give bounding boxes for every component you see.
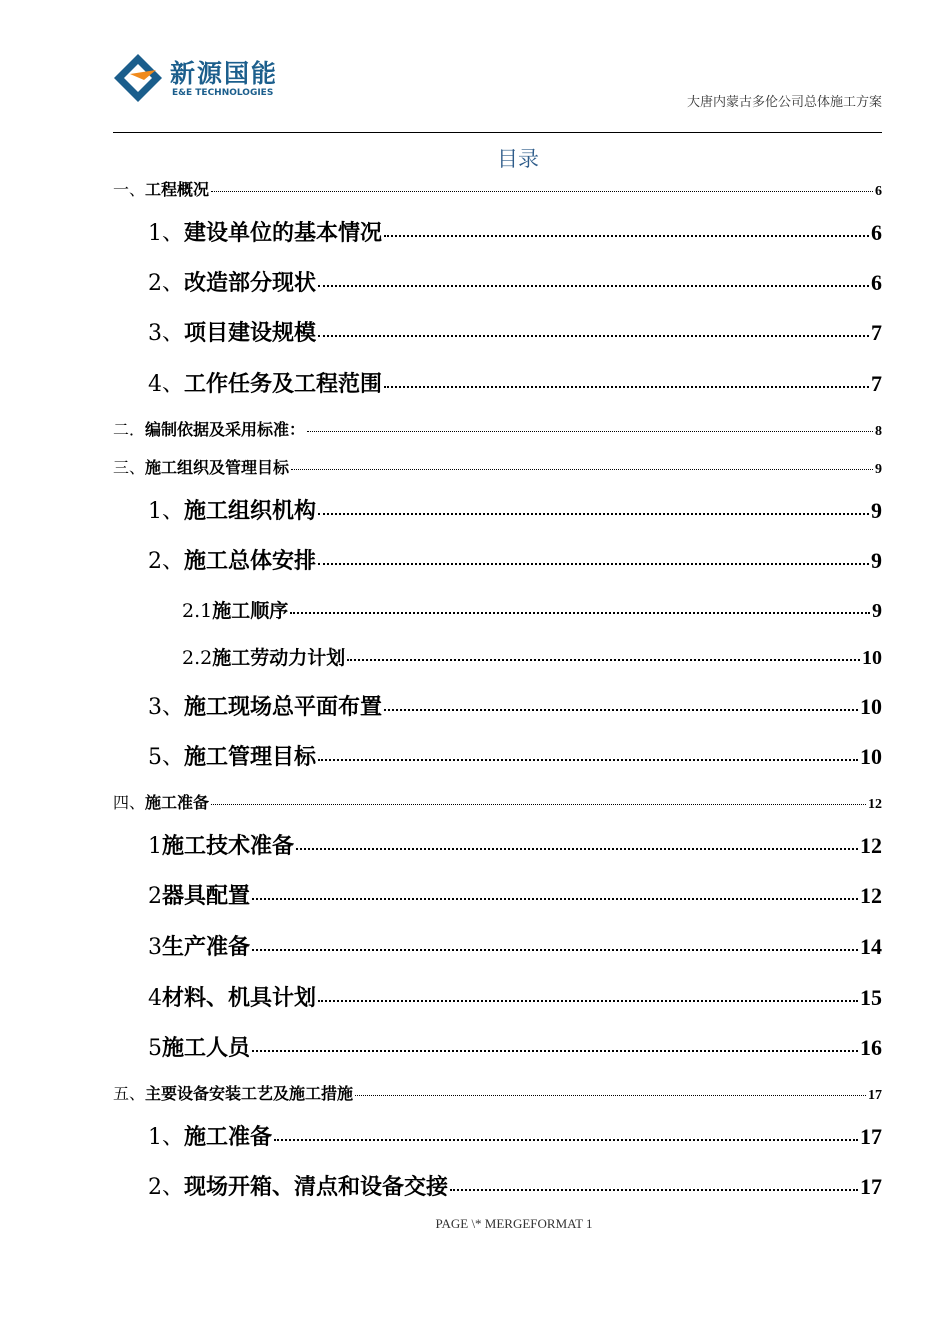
toc-entry-text: 施工组织及管理目标 xyxy=(145,458,290,477)
toc-entry-number: 五、 xyxy=(113,1084,146,1103)
toc-dot-leader xyxy=(355,1095,866,1096)
toc-page-number: 9 xyxy=(875,462,882,477)
toc-entry[interactable] xyxy=(148,316,882,347)
toc-entry-number: 2、 xyxy=(148,549,184,574)
toc-page-number: 6 xyxy=(875,184,882,199)
toc-entry-number: 二． xyxy=(113,420,146,439)
toc-entry-text: 主要设备安装工艺及施工措施 xyxy=(145,1084,354,1103)
toc-entry[interactable] xyxy=(148,740,882,771)
toc-entry-text: 项目建设规模 xyxy=(184,321,317,346)
toc-entry[interactable] xyxy=(148,367,882,398)
toc-entry-number: 2 xyxy=(148,884,162,909)
toc-entry[interactable] xyxy=(113,790,882,813)
toc-entry-text: 生产准备 xyxy=(162,935,251,960)
toc-entry[interactable] xyxy=(148,216,882,247)
toc-dot-leader xyxy=(318,1000,858,1002)
toc-dot-leader xyxy=(318,285,869,287)
toc-page-number: 14 xyxy=(860,934,882,959)
toc-page-number: 12 xyxy=(860,883,882,908)
toc-title: 目录 xyxy=(497,147,539,171)
toc-entry[interactable] xyxy=(148,879,882,910)
toc-entry-text: 现场开箱、清点和设备交接 xyxy=(184,1175,449,1200)
toc-entry-text: 建设单位的基本情况 xyxy=(184,221,383,246)
toc-page-number: 8 xyxy=(875,424,882,439)
toc-entry-text: 施工管理目标 xyxy=(184,745,317,770)
document-title: 大唐内蒙古多伦公司总体施工方案 xyxy=(686,95,882,110)
toc-entry-number: 3、 xyxy=(148,321,184,346)
toc-page-number: 9 xyxy=(872,600,882,622)
toc-entry-text: 施工顺序 xyxy=(212,600,289,622)
toc-entry-number: 一、 xyxy=(113,180,146,199)
toc-dot-leader xyxy=(274,1139,858,1141)
toc-dot-leader xyxy=(318,335,869,337)
toc-entry[interactable] xyxy=(148,494,882,525)
toc-entry-number: 1 xyxy=(148,834,162,859)
toc-entry-number: 三、 xyxy=(113,458,146,477)
toc-dot-leader xyxy=(290,612,870,614)
toc-entry[interactable] xyxy=(113,1081,882,1104)
toc-dot-leader xyxy=(252,949,858,951)
toc-page-number: 12 xyxy=(868,797,882,812)
toc-dot-leader xyxy=(347,659,860,661)
toc-dot-leader xyxy=(318,513,869,515)
toc-page-number: 7 xyxy=(871,371,882,396)
toc-entry-number: 1、 xyxy=(148,1125,184,1150)
toc-dot-leader xyxy=(211,191,873,192)
toc-entry-text: 改造部分现状 xyxy=(184,271,317,296)
toc-entry-text: 工程概况 xyxy=(145,180,210,199)
toc-entry-number: 4 xyxy=(148,986,162,1011)
toc-page-number: 17 xyxy=(860,1174,882,1199)
toc-entry-number: 2.1 xyxy=(182,600,213,622)
toc-entry[interactable] xyxy=(148,544,882,575)
toc-entry-text: 施工现场总平面布置 xyxy=(184,695,383,720)
toc-page-number: 9 xyxy=(871,498,882,523)
toc-entry-text: 施工组织机构 xyxy=(184,499,317,524)
toc-entry[interactable] xyxy=(148,1031,882,1062)
toc-entry[interactable] xyxy=(148,690,882,721)
toc-entry[interactable] xyxy=(182,643,882,670)
toc-entry-number: 2、 xyxy=(148,271,184,296)
toc-page-number: 7 xyxy=(871,320,882,345)
toc-entry-number: 1、 xyxy=(148,499,184,524)
toc-entry-text: 施工人员 xyxy=(162,1036,251,1061)
toc-entry-text: 工作任务及工程范围 xyxy=(184,372,383,397)
toc-dot-leader xyxy=(291,469,873,470)
toc-dot-leader xyxy=(252,1050,858,1052)
toc-entry-text: 编制依据及采用标准： xyxy=(145,420,306,439)
toc-dot-leader xyxy=(211,804,866,805)
toc-entry[interactable] xyxy=(148,930,882,961)
logo-english-text: E&E TECHNOLOGIES xyxy=(172,88,274,98)
toc-entry-number: 3、 xyxy=(148,695,184,720)
toc-entry[interactable] xyxy=(113,177,882,200)
toc-entry-number: 2.2 xyxy=(182,647,213,669)
toc-dot-leader xyxy=(384,709,858,711)
toc-dot-leader xyxy=(318,759,858,761)
toc-entry-number: 5 xyxy=(148,1036,162,1061)
toc-dot-leader xyxy=(384,235,869,237)
toc-entry-number: 四、 xyxy=(113,793,146,812)
toc-entry-number: 5、 xyxy=(148,745,184,770)
toc-dot-leader xyxy=(296,848,858,850)
toc-entry-number: 4、 xyxy=(148,372,184,397)
page-footer: PAGE \* MERGEFORMAT 1 xyxy=(435,1216,593,1231)
toc-entry-number: 3 xyxy=(148,935,162,960)
toc-dot-leader xyxy=(252,898,858,900)
toc-entry-number: 1、 xyxy=(148,221,184,246)
toc-entry[interactable] xyxy=(148,266,882,297)
toc-page-number: 10 xyxy=(860,694,882,719)
toc-entry[interactable] xyxy=(148,981,882,1012)
toc-page-number: 6 xyxy=(871,270,882,295)
toc-entry[interactable] xyxy=(148,1170,882,1201)
toc-entry-text: 施工劳动力计划 xyxy=(212,647,346,669)
toc-page-number: 10 xyxy=(860,744,882,769)
toc-entry[interactable] xyxy=(182,596,882,623)
toc-page-number: 17 xyxy=(860,1124,882,1149)
toc-page-number: 10 xyxy=(862,647,882,669)
toc-entry-text: 施工技术准备 xyxy=(162,834,295,859)
toc-page-number: 17 xyxy=(868,1088,882,1103)
toc-entry-text: 施工准备 xyxy=(184,1125,273,1150)
toc-entry[interactable] xyxy=(113,455,882,478)
toc-entry-text: 施工总体安排 xyxy=(184,549,317,574)
toc-dot-leader xyxy=(307,431,873,432)
toc-entry[interactable] xyxy=(113,417,882,440)
toc-dot-leader xyxy=(384,386,869,388)
toc-page-number: 15 xyxy=(860,985,882,1010)
toc-page-number: 6 xyxy=(871,220,882,245)
toc-page-number: 12 xyxy=(860,833,882,858)
toc-dot-leader xyxy=(450,1189,858,1191)
toc-page-number: 16 xyxy=(860,1035,882,1060)
toc-entry-text: 器具配置 xyxy=(162,884,251,909)
toc-page-number: 9 xyxy=(871,548,882,573)
toc-entry-text: 材料、机具计划 xyxy=(162,986,317,1011)
toc-dot-leader xyxy=(318,563,869,565)
toc-entry[interactable] xyxy=(148,829,882,860)
toc-entry-text: 施工准备 xyxy=(145,793,210,812)
toc-entry[interactable] xyxy=(148,1120,882,1151)
toc-entry-number: 2、 xyxy=(148,1175,184,1200)
logo-chinese-text: 新源国能 xyxy=(170,59,279,88)
